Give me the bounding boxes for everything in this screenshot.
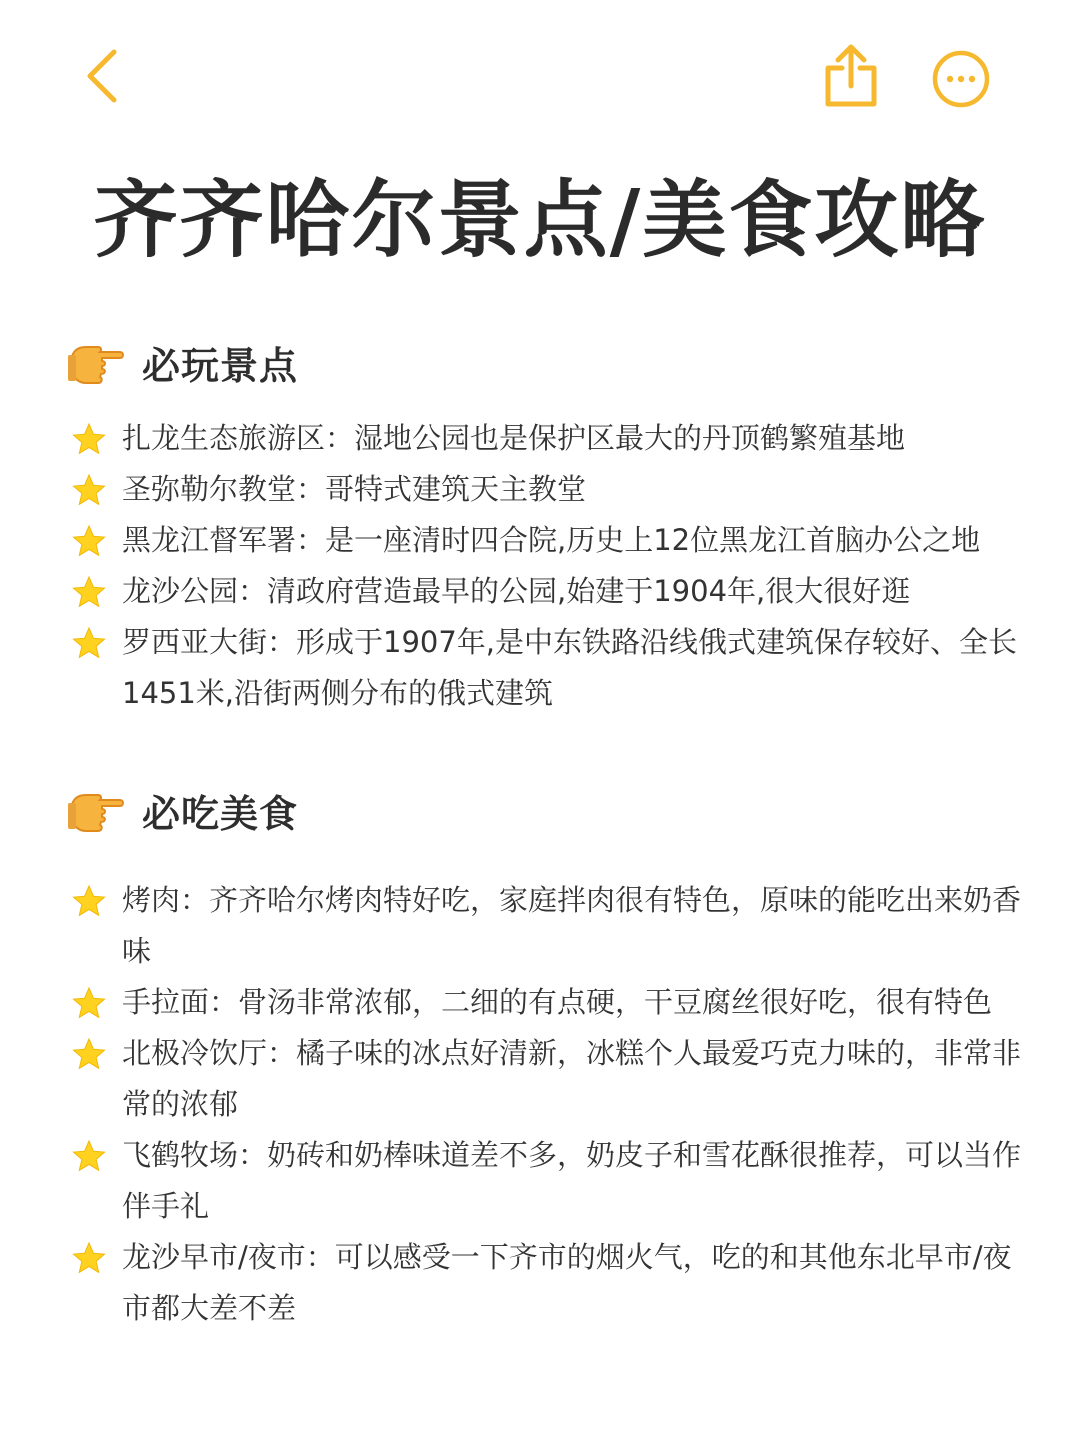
star-icon bbox=[72, 626, 106, 660]
list-item bbox=[68, 977, 1028, 1028]
pointing-hand-icon bbox=[68, 785, 126, 835]
list-item-text: 罗西亚大街：形成于1907年,是中东铁路沿线俄式建筑保存较好、全长1451米,沿街两侧分布的俄式建筑 bbox=[122, 625, 1018, 710]
star-icon bbox=[72, 1241, 106, 1275]
section-title: 必吃美食 bbox=[142, 791, 299, 836]
list-item-text: 黑龙江督军署：是一座清时四合院,历史上12位黑龙江首脑办公之地 bbox=[122, 523, 981, 557]
list-item bbox=[68, 875, 1028, 977]
star-icon bbox=[72, 1037, 106, 1071]
star-icon bbox=[72, 473, 106, 507]
food-list bbox=[68, 875, 1028, 1334]
star-icon bbox=[72, 986, 106, 1020]
star-icon bbox=[72, 1139, 106, 1173]
list-item bbox=[68, 1130, 1028, 1232]
list-item-text: 圣弥勒尔教堂：哥特式建筑天主教堂 bbox=[122, 472, 587, 506]
list-item-text: 飞鹤牧场：奶砖和奶棒味道差不多，奶皮子和雪花酥很推荐，可以当作伴手礼 bbox=[122, 1138, 1022, 1223]
section-header bbox=[68, 330, 1028, 394]
list-item-text: 手拉面：骨汤非常浓郁，二细的有点硬，干豆腐丝很好吃，很有特色 bbox=[122, 985, 993, 1019]
list-item bbox=[68, 1232, 1028, 1334]
star-icon bbox=[72, 884, 106, 918]
attraction-list bbox=[68, 413, 1028, 719]
list-item bbox=[68, 1028, 1028, 1130]
share-icon[interactable] bbox=[822, 40, 880, 110]
list-item-text: 扎龙生态旅游区：湿地公园也是保护区最大的丹顶鹤繁殖基地 bbox=[122, 421, 906, 455]
list-item-text: 龙沙公园：清政府营造最早的公园,始建于1904年,很大很好逛 bbox=[122, 574, 911, 608]
page-title: 齐齐哈尔景点/美食攻略 bbox=[93, 171, 987, 269]
section-attractions bbox=[68, 330, 1028, 719]
top-bar bbox=[0, 0, 1080, 150]
star-icon bbox=[72, 524, 106, 558]
star-icon bbox=[72, 422, 106, 456]
list-item bbox=[68, 515, 1028, 566]
section-title: 必玩景点 bbox=[142, 343, 299, 388]
list-item bbox=[68, 566, 1028, 617]
section-food bbox=[68, 778, 1028, 1334]
list-item-text: 烤肉：齐齐哈尔烤肉特好吃，家庭拌肉很有特色，原味的能吃出来奶香味 bbox=[122, 883, 1022, 968]
list-item-text: 北极冷饮厅：橘子味的冰点好清新，冰糕个人最爱巧克力味的，非常非常的浓郁 bbox=[122, 1036, 1022, 1121]
list-item bbox=[68, 464, 1028, 515]
list-item-text: 龙沙早市/夜市：可以感受一下齐市的烟火气，吃的和其他东北早市/夜市都大差不差 bbox=[122, 1240, 1012, 1325]
star-icon bbox=[72, 575, 106, 609]
pointing-hand-icon bbox=[68, 337, 126, 387]
section-header bbox=[68, 778, 1028, 842]
more-icon[interactable] bbox=[930, 48, 992, 110]
list-item bbox=[68, 617, 1028, 719]
chevron-left-icon[interactable] bbox=[78, 46, 128, 106]
list-item bbox=[68, 413, 1028, 464]
